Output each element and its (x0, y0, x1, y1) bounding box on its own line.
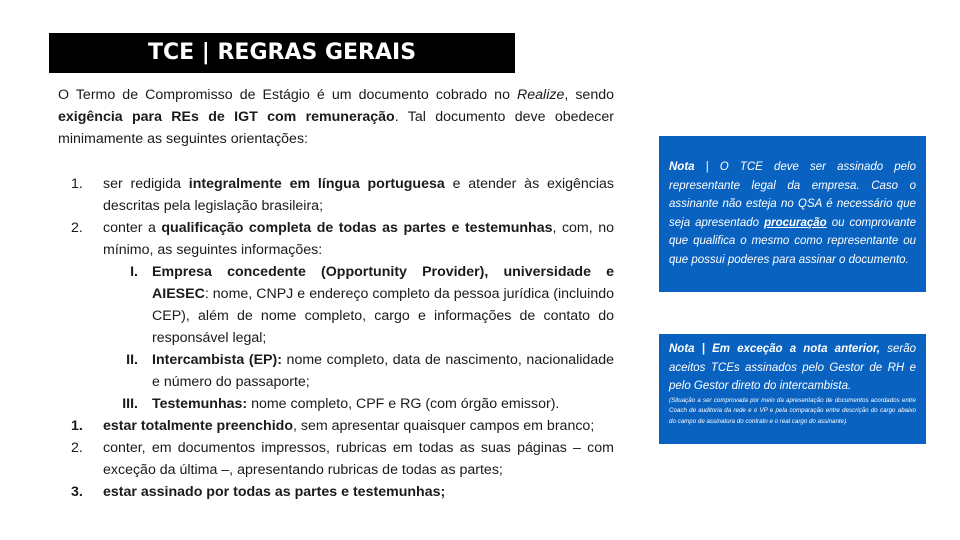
text-underlined: procuração (764, 216, 827, 229)
text: : nome, CNPJ e endereço completo da pessoa jurídica (incluindo CEP), além de nome completo, cargo e informações de contato do responsável legal; (152, 286, 614, 346)
text-bold: Empresa concedente (Opportunity Provider), universidade e AIESEC (152, 264, 614, 302)
rules-list (58, 173, 614, 503)
roman-number: I. (130, 264, 138, 280)
roman-number: II. (126, 352, 138, 368)
text-bold: exigência para REs de IGT com remuneração (58, 109, 395, 125)
roman-number: III. (122, 396, 138, 412)
note-small-text: (Situação a ser comprovada por meio da apresentação de documentos acordados entre Coach de auditoria da rede e o VP e pela comparação entre descrição do cargo abaixo do campo de assinatura do contrato e o real cargo do assinante). (669, 396, 916, 425)
text: serão aceitos TCEs assinados pelo Gestor de RH e pelo Gestor direto do intercambista. (669, 343, 916, 392)
text-bold: qualificação completa de todas as partes e testemunhas (161, 220, 553, 236)
list-item (58, 481, 614, 503)
text: ser redigida (103, 176, 189, 192)
note-label: Nota | Em exceção a nota anterior, (669, 343, 881, 355)
list-number: 2. (71, 220, 83, 236)
list-number: 3. (71, 484, 83, 500)
text: conter, em documentos impressos, rubricas em todas as suas páginas – com exceção da última –, apresentando rubricas de todas as partes; (103, 440, 614, 478)
text-italic: Realize (517, 87, 565, 103)
sub-list-item (58, 349, 614, 393)
text-bold: estar totalmente preenchido (103, 418, 294, 434)
note-label: Nota (669, 161, 695, 173)
text: nome completo, CPF e RG (com órgão emissor). (247, 396, 560, 412)
note-box-exception (659, 334, 926, 444)
sub-list-item (58, 393, 614, 415)
page-title: TCE | REGRAS GERAIS (49, 33, 515, 73)
main-text (58, 84, 614, 503)
list-item (58, 437, 614, 481)
text: nome completo, data de nascimento, nacionalidade e número do passaporte; (152, 352, 614, 390)
text: ou comprovante que qualifica o mesmo como representante ou que possui poderes para assinar o documento. (669, 216, 916, 266)
list-item (58, 173, 614, 217)
text: , com, no mínimo, as seguintes informações: (103, 220, 614, 258)
text-bold: Testemunhas: (152, 396, 248, 412)
list-item (58, 415, 614, 437)
text: , sem apresentar quaisquer campos em branco; (293, 418, 595, 434)
note-box-signature (659, 136, 926, 292)
text-bold: integralmente em língua portuguesa (188, 176, 445, 192)
list-number: 1. (71, 418, 83, 434)
text: e atender às exigências descritas pela legislação brasileira; (103, 176, 614, 214)
list-item (58, 217, 614, 261)
text: O Termo de Compromisso de Estágio é um documento cobrado no (58, 87, 518, 103)
text: , sendo (564, 87, 614, 103)
sub-list-item (58, 261, 614, 349)
text: . Tal documento deve obedecer minimamente as seguintes orientações: (58, 109, 614, 147)
list-number: 1. (71, 176, 83, 192)
list-number: 2. (71, 440, 83, 456)
intro-paragraph (58, 84, 614, 150)
text: | O TCE deve ser assinado pelo representante legal da empresa. Caso o assinante não esteja no QSA é necessário que seja apresentado (669, 161, 916, 229)
text-bold: Intercambista (EP): (152, 352, 282, 368)
text: conter a (103, 220, 162, 236)
text-bold: estar assinado por todas as partes e testemunhas; (103, 484, 446, 500)
